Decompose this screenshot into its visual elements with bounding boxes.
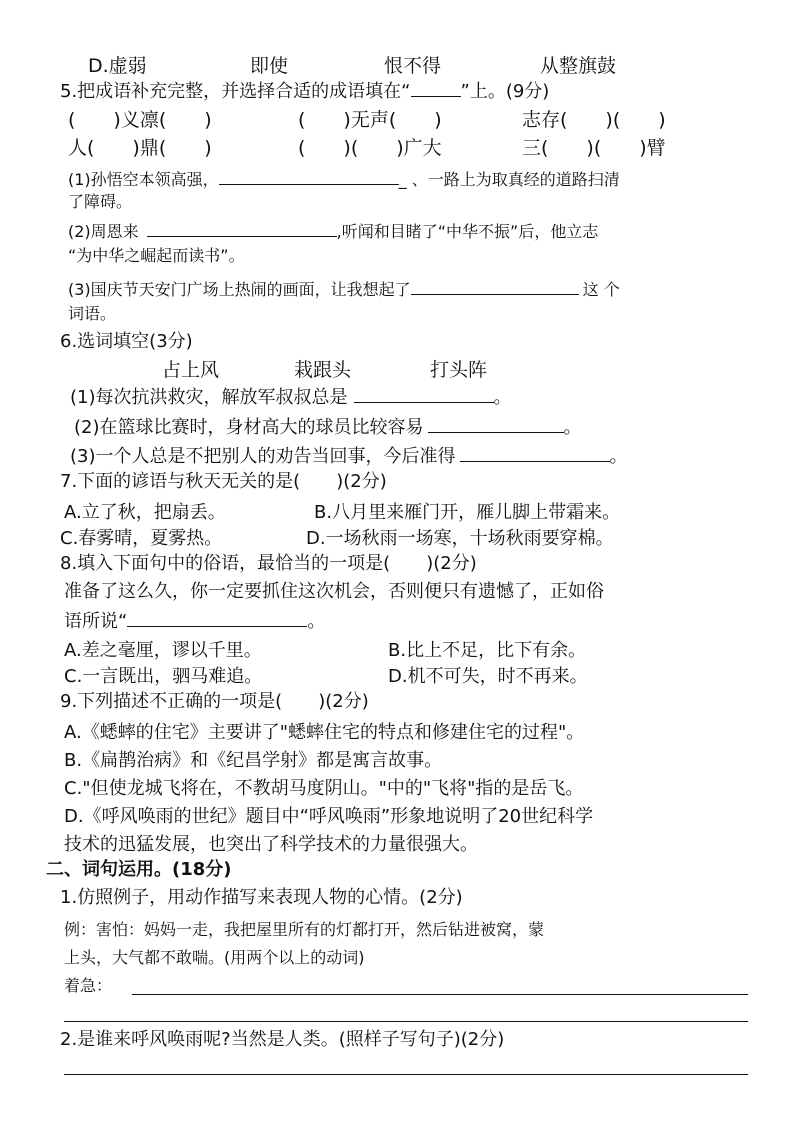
q5-blank-3[interactable] [411, 276, 579, 295]
q9-option-d[interactable]: D.《呼风唤雨的世纪》题目中“呼风唤雨”形象地说明了20世纪科学 [64, 806, 594, 827]
q9-option-a[interactable]: A.《蟋蟀的住宅》主要讲了"蟋蟀住宅的特点和修建住宅的过程"。 [64, 722, 585, 743]
q5-sentence-3-cont: 词语。 [68, 304, 117, 323]
q9-option-d-cont: 技术的迅猛发展，也突出了科学技术的力量很强大。 [64, 834, 478, 855]
q4-option-d: D.虚弱 [88, 55, 147, 77]
q5-sentence-2-cont: “为中华之崛起而读书”。 [68, 246, 245, 265]
q5-idiom-1[interactable]: ( )义凛( ) [68, 109, 212, 131]
q5-idiom-6[interactable]: 三( )( )臂 [522, 137, 666, 159]
q8-option-d[interactable]: D.机不可失，时不再来。 [388, 666, 588, 687]
q8-option-a[interactable]: A.差之毫厘，谬以千里。 [64, 640, 262, 661]
q7-option-c[interactable]: C.春雾晴，夏雾热。 [60, 528, 223, 549]
q5-title-blank[interactable] [411, 78, 461, 97]
q7-option-a[interactable]: A.立了秋，把扇丢。 [64, 502, 226, 523]
q5-sentence-3: (3)国庆节天安门广场上热闹的画面，让我想起了 这 个 [68, 276, 620, 302]
q6-word-3: 打头阵 [430, 359, 488, 381]
s2-q1-example-line-2: 上头，大气都不敢喘。(用两个以上的动词) [64, 948, 365, 967]
q6-blank-1[interactable] [354, 384, 494, 403]
q8-stem-line-1: 准备了这么久，你一定要抓住这次机会，否则便只有遗憾了，正如俗 [64, 581, 604, 602]
q7-title: 7.下面的谚语与秋天无关的是( )(2分) [60, 471, 387, 492]
q8-title: 8.填入下面句中的俗语，最恰当的一项是( )(2分) [60, 553, 477, 574]
s2-q1-answer-line-2[interactable] [64, 1021, 748, 1022]
q5-blank-1[interactable] [219, 166, 399, 185]
section-2-heading: 二、词句运用。(18分) [46, 859, 232, 880]
q8-option-c[interactable]: C.一言既出，驷马难追。 [64, 666, 263, 687]
q9-option-c[interactable]: C."但使龙城飞将在，不教胡马度阴山。"中的"飞将"指的是岳飞。 [64, 778, 584, 799]
q5-idiom-5[interactable]: ( )( )广大 [298, 137, 442, 159]
q5-sentence-1-cont: 了障碍。 [68, 192, 133, 211]
q9-title: 9.下列描述不正确的一项是( )(2分) [60, 691, 369, 712]
q6-sentence-2: (2)在篮球比赛时，身材高大的球员比较容易 。 [74, 414, 582, 440]
q9-option-b[interactable]: B.《扁鹊治病》和《纪昌学射》都是寓言故事。 [64, 750, 443, 771]
s2-q1-prompt-label: 着急： [64, 976, 113, 995]
q6-sentence-1: (1)每次抗洪救灾，解放军叔叔总是 。 [70, 384, 512, 410]
q6-blank-2[interactable] [428, 414, 564, 433]
s2-q1-title: 1.仿照例子，用动作描写来表现人物的心情。(2分) [60, 887, 463, 908]
q4-option-word-2: 即使 [250, 55, 289, 77]
s2-q1-example-line-1: 例：害怕：妈妈一走，我把屋里所有的灯都打开，然后钻进被窝，蒙 [64, 920, 545, 939]
q6-title: 6.选词填空(3分) [60, 331, 193, 352]
q5-sentence-1: (1)孙悟空本领高强， _ 、一路上为取真经的道路扫清 [68, 166, 620, 192]
q8-stem-line-2: 语所说“ 。 [64, 608, 325, 634]
q5-idiom-3[interactable]: 志存( )( ) [522, 109, 666, 131]
q4-option-word-4: 从整旗鼓 [540, 55, 617, 77]
q6-sentence-3: (3)一个人总是不把别人的劝告当回事，今后准得 。 [70, 443, 628, 469]
q7-option-d[interactable]: D.一场秋雨一场寒，十场秋雨要穿棉。 [306, 528, 614, 549]
q4-option-word-3: 恨不得 [384, 55, 442, 77]
q8-blank[interactable] [127, 608, 307, 627]
q5-idiom-4[interactable]: 人( )鼎( ) [68, 137, 212, 159]
s2-q2-title: 2.是谁来呼风唤雨呢?当然是人类。(照样子写句子)(2分) [60, 1029, 505, 1050]
q5-title: 5.把成语补充完整，并选择合适的成语填在“ ”上。(9分) [60, 78, 549, 104]
q6-blank-3[interactable] [460, 443, 610, 462]
s2-q1-answer-line-1[interactable] [132, 994, 748, 995]
q5-blank-2[interactable] [147, 218, 337, 237]
s2-q2-answer-line[interactable] [64, 1074, 748, 1075]
q5-idiom-2[interactable]: ( )无声( ) [298, 109, 442, 131]
q6-word-1: 占上风 [162, 359, 220, 381]
q7-option-b[interactable]: B.八月里来雁门开，雁儿脚上带霜来。 [314, 502, 621, 523]
q8-option-b[interactable]: B.比上不足，比下有余。 [388, 640, 587, 661]
q5-sentence-2: (2)周恩来 ,听闻和目睹了“中华不振”后，他立志 [68, 218, 598, 244]
q6-word-2: 栽跟头 [294, 359, 352, 381]
